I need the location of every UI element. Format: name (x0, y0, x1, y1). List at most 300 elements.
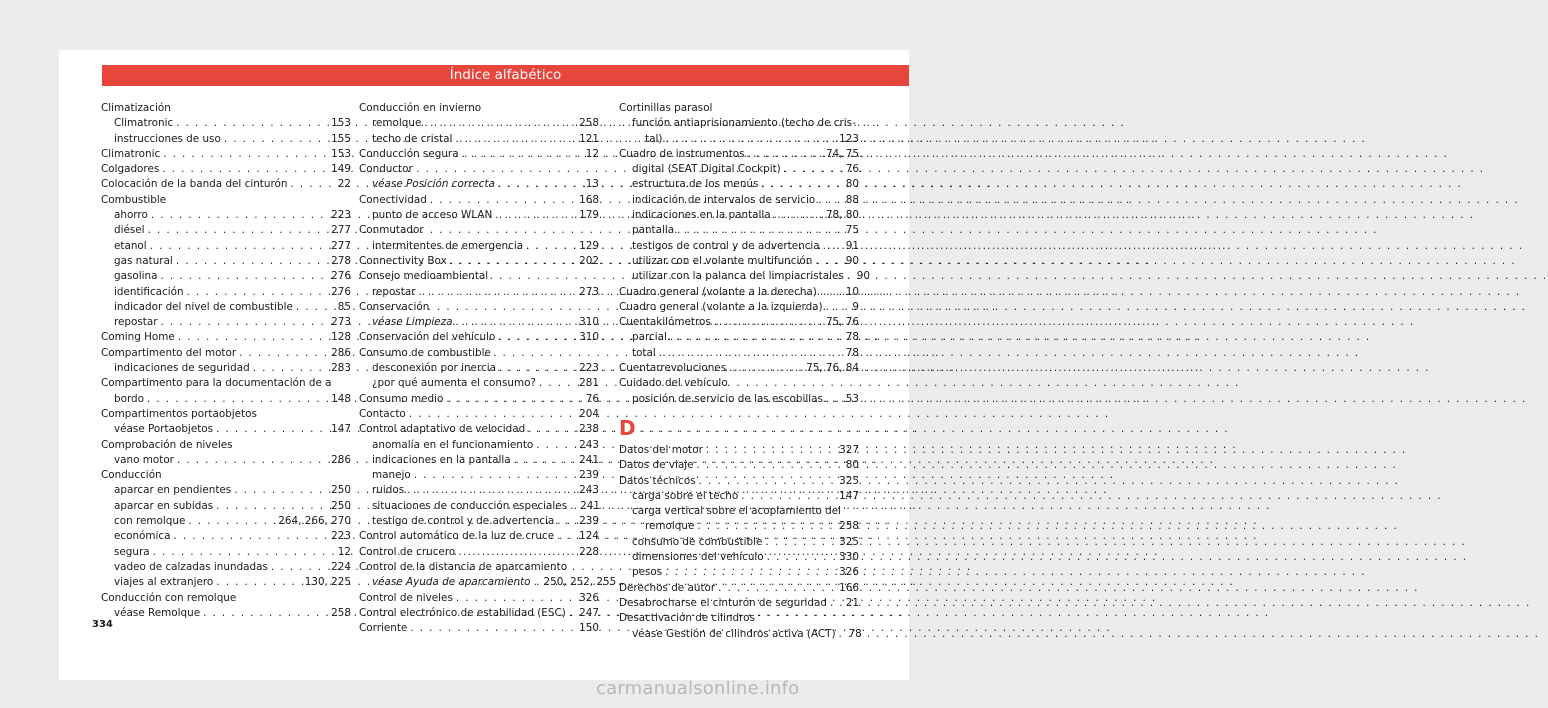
entry-text: Cuentarrevoluciones (619, 362, 727, 375)
leader-dots (234, 483, 327, 498)
index-entry (359, 223, 599, 238)
entry-page: 80 (845, 459, 859, 472)
index-entry (359, 208, 599, 223)
entry-page: 130, 225 (304, 576, 351, 589)
leader-dots (174, 529, 328, 544)
entry-page: 10 (845, 285, 859, 298)
entry-page: 91 (845, 239, 859, 252)
index-entry (619, 300, 859, 315)
index-entry (359, 315, 599, 330)
leader-dots (557, 514, 575, 529)
leader-dots (526, 239, 575, 254)
leader-dots (163, 147, 327, 162)
entry-text: testigos de control y de advertencia (632, 239, 820, 252)
leader-dots (665, 132, 835, 147)
entry-text: consumo de combustible (632, 535, 763, 548)
index-entry (359, 254, 599, 269)
entry-text: véase Gestión de cilindros activa (ACT) (632, 627, 836, 640)
entry-text: Conmutador (359, 224, 424, 237)
entry-page: 273 (331, 316, 351, 329)
entry-page: 286 (331, 346, 351, 359)
index-entry (359, 269, 599, 284)
index-column-2 (359, 101, 617, 636)
leader-dots (670, 330, 842, 345)
entry-text: Conectividad (359, 193, 427, 206)
entry-page: 325 (839, 535, 859, 548)
leader-dots (495, 208, 575, 223)
index-entry (101, 132, 351, 147)
entry-page: 124 (579, 530, 599, 543)
entry-page: 147 (331, 423, 351, 436)
leader-dots (414, 468, 575, 483)
entry-page: 85 (337, 300, 351, 313)
leader-dots (761, 177, 841, 192)
entry-page: 286 (331, 453, 351, 466)
leader-dots (456, 315, 576, 330)
leader-dots (699, 474, 836, 489)
entry-text: Control de crucero (359, 545, 456, 558)
leader-dots (499, 361, 575, 376)
entry-text: Control automático de la luz de cruce (359, 530, 555, 543)
entry-page: 78 (845, 331, 859, 344)
index-entry (359, 621, 599, 636)
leader-dots (714, 315, 822, 330)
entry-page: 310 (579, 316, 599, 329)
entry-text: anomalía en el funcionamiento (372, 438, 534, 451)
leader-dots (430, 193, 575, 208)
entry-page: 250, 252, 255 (543, 576, 617, 589)
index-entry (619, 208, 859, 223)
entry-text: gas natural (114, 254, 173, 267)
leader-dots (498, 330, 575, 345)
index-entry (101, 560, 351, 575)
watermark: carmanualsonline.info (596, 678, 800, 699)
index-entry (619, 611, 859, 626)
leader-dots (161, 315, 328, 330)
index-entry (359, 529, 599, 544)
leader-dots (216, 499, 327, 514)
index-entry (359, 438, 599, 453)
index-entry (101, 483, 351, 498)
index-entry (359, 193, 599, 208)
entry-text: Conductor (359, 163, 413, 176)
entry-page: 153 (331, 147, 351, 160)
entry-page: 258 (331, 606, 351, 619)
entry-page: 243 (579, 438, 599, 451)
index-entry (101, 116, 351, 131)
entry-text: estructura de los menús (632, 178, 759, 191)
entry-text: pantalla (632, 224, 675, 237)
leader-dots (450, 254, 575, 269)
leader-dots (203, 606, 327, 621)
entry-text: ahorro (114, 209, 148, 222)
entry-page: 281 (579, 377, 599, 390)
entry-text: ruidos (372, 484, 405, 497)
leader-dots (659, 346, 842, 361)
entry-text: Compartimentos portaobjetos (101, 407, 257, 420)
entry-page: 276 (331, 285, 351, 298)
entry-text: desconexión por inercia (372, 362, 496, 375)
index-entry (101, 591, 351, 606)
leader-dots (741, 489, 835, 504)
entry-page: 258 (579, 117, 599, 130)
index-entry (359, 147, 599, 162)
entry-page: 204 (579, 407, 599, 420)
index-entry (101, 300, 351, 315)
entry-page: 76 (585, 392, 599, 405)
entry-text: Contacto (359, 407, 406, 420)
leader-dots (160, 269, 327, 284)
entry-page: 241 (580, 499, 600, 512)
entry-text: Cuentakilómetros (619, 316, 711, 329)
leader-dots (462, 147, 582, 162)
leader-dots (216, 575, 300, 590)
index-entry (619, 489, 859, 504)
entry-page: 88 (845, 193, 859, 206)
leader-dots (153, 545, 334, 560)
entry-page: 148 (331, 392, 351, 405)
leader-dots (820, 285, 842, 300)
index-entry (359, 606, 599, 621)
leader-dots (729, 361, 802, 376)
leader-dots (847, 269, 853, 284)
index-entry (101, 208, 351, 223)
index-entry (619, 193, 859, 208)
leader-dots (216, 422, 327, 437)
leader-dots (818, 193, 842, 208)
entry-text: total (632, 346, 656, 359)
index-entry (101, 330, 351, 345)
entry-text: Conservación (359, 300, 430, 313)
index-entry (359, 239, 599, 254)
index-entry (101, 254, 351, 269)
index-entry (619, 116, 859, 131)
leader-dots (456, 591, 575, 606)
entry-page: 53 (845, 392, 859, 405)
leader-dots (823, 239, 842, 254)
entry-page: 129 (579, 239, 599, 252)
leader-dots (147, 392, 327, 407)
leader-dots (458, 545, 575, 560)
entry-page: 78 (848, 627, 862, 640)
index-entry (359, 177, 599, 192)
index-entry (101, 575, 351, 590)
entry-page: 78 (845, 346, 859, 359)
index-entry (619, 392, 859, 407)
leader-dots (178, 330, 327, 345)
entry-page: 76 (845, 163, 859, 176)
index-entry (359, 499, 599, 514)
entry-page: 224 (331, 560, 351, 573)
entry-text: manejo (372, 469, 411, 482)
entry-text: carga sobre el techo (632, 489, 739, 502)
index-column-3 (619, 101, 870, 642)
leader-dots (409, 407, 575, 422)
index-entry (619, 269, 870, 284)
index-entry (619, 239, 859, 254)
index-entry (101, 269, 351, 284)
entry-text: Compartimento del motor (101, 346, 237, 359)
leader-dots (830, 596, 842, 611)
entry-page: 250 (331, 499, 351, 512)
entry-page: 80 (845, 178, 859, 191)
entry-page: 75, 76, 84 (806, 362, 859, 375)
entry-text: digital (SEAT Digital Cockpit) (632, 163, 781, 176)
leader-dots (188, 514, 274, 529)
entry-text: Consumo de combustible (359, 346, 491, 359)
index-entry (101, 468, 351, 483)
entry-page: 128 (331, 331, 351, 344)
entry-text: Desactivación de cilindros (619, 612, 755, 625)
entry-page: 12 (585, 147, 599, 160)
leader-dots (253, 361, 327, 376)
entry-text: bordo (114, 392, 144, 405)
leader-dots (697, 458, 842, 473)
leader-dots (570, 499, 576, 514)
entry-page: 277 (331, 224, 351, 237)
entry-text: Colgadores (101, 163, 160, 176)
entry-text: testigo de control y de advertencia (372, 515, 555, 528)
leader-dots (151, 208, 327, 223)
entry-page: 75, 76 (825, 316, 859, 329)
entry-page: 153 (331, 117, 351, 130)
index-entry (359, 560, 599, 575)
leader-dots (718, 581, 835, 596)
entry-text: repostar (114, 316, 158, 329)
letter-heading: D (619, 415, 636, 440)
entry-page: 150 (579, 622, 599, 635)
index-entry (619, 443, 859, 458)
entry-page: 243 (579, 484, 599, 497)
entry-page: 123 (839, 132, 859, 145)
entry-text: instrucciones de uso (114, 132, 221, 145)
page-number: 334 (92, 619, 113, 630)
entry-text: Control de la distancia de aparcamiento (359, 560, 568, 573)
entry-text: indicaciones de seguridad (114, 362, 250, 375)
leader-dots (150, 239, 327, 254)
index-entry (619, 581, 859, 596)
index-entry (619, 101, 859, 116)
leader-dots (839, 627, 845, 642)
entry-page: 239 (579, 469, 599, 482)
entry-text: Conducción (101, 469, 162, 482)
index-entry (619, 315, 859, 330)
index-entry (359, 101, 599, 116)
entry-text: tal) (645, 132, 663, 145)
index-entry (101, 514, 351, 529)
index-entry (619, 147, 859, 162)
entry-text: indicador del nivel de combustible (114, 300, 293, 313)
index-entry (359, 453, 599, 468)
leader-dots (224, 132, 327, 147)
index-entry (101, 147, 351, 162)
index-entry (619, 177, 859, 192)
index-entry (101, 529, 351, 544)
entry-page: 121 (579, 132, 599, 145)
entry-page: 223 (331, 209, 351, 222)
leader-dots (767, 550, 835, 565)
entry-page: 228 (579, 545, 599, 558)
index-entry (619, 458, 859, 473)
index-entry (619, 330, 859, 345)
entry-text: Conducción con remolque (101, 591, 237, 604)
entry-page: 278 (331, 254, 351, 267)
index-entry (101, 392, 351, 407)
entry-text: pesos (632, 566, 663, 579)
entry-page: 90 (845, 254, 859, 267)
leader-dots (148, 223, 328, 238)
leader-dots (176, 254, 327, 269)
entry-text: Cuidado del vehículo (619, 377, 728, 390)
index-entry (101, 177, 351, 192)
index-entry (359, 514, 599, 529)
index-entry (101, 606, 351, 621)
index-entry (359, 361, 599, 376)
index-entry (359, 591, 599, 606)
entry-text: punto de acceso WLAN (372, 209, 493, 222)
entry-page: 9 (852, 300, 859, 313)
entry-text: Coming Home (101, 331, 175, 344)
leader-dots (455, 132, 575, 147)
index-entry (619, 535, 859, 550)
entry-text: Climatización (101, 102, 171, 114)
entry-page: 168 (579, 193, 599, 206)
entry-text: función antiaprisionamiento (techo de cris- (632, 117, 856, 130)
index-entry (619, 565, 859, 580)
entry-text: véase Portaobjetos (114, 423, 214, 436)
entry-text: Cuadro general (volante a la izquierda) (619, 300, 823, 313)
entry-text: Conducción segura (359, 147, 459, 160)
entry-text: con remolque (114, 515, 186, 528)
index-entry (101, 239, 351, 254)
leader-dots (765, 535, 835, 550)
entry-text: Comprobación de niveles (101, 438, 233, 451)
leader-dots (677, 223, 842, 238)
leader-dots (410, 621, 575, 636)
index-entry (359, 285, 599, 300)
entry-page: 202 (579, 254, 599, 267)
index-entry (359, 132, 599, 147)
entry-page: 239 (579, 515, 599, 528)
leader-dots (774, 208, 822, 223)
entry-text: indicación de intervalos de servicio (632, 193, 816, 206)
entry-page: 147 (839, 489, 859, 502)
entry-text: Combustible (101, 193, 167, 206)
entry-page: 12 (337, 545, 351, 558)
index-entry (619, 376, 859, 391)
entry-text: carga vertical sobre el acoplamiento del (632, 505, 842, 518)
leader-dots (271, 560, 327, 575)
index-entry (619, 132, 859, 147)
index-entry (101, 545, 351, 560)
index-entry (101, 453, 351, 468)
entry-text: intermitentes de emergencia (372, 239, 524, 252)
index-entry (101, 361, 351, 376)
index-entry (619, 254, 859, 269)
index-page (59, 50, 909, 680)
index-entry (619, 346, 859, 361)
entry-text: utilizar con la palanca del limpiacristales (632, 270, 844, 283)
index-entry (619, 162, 859, 177)
entry-text: Derechos de autor (619, 581, 716, 594)
leader-dots (419, 285, 576, 300)
entry-text: utilizar con el volante multifunción (632, 254, 813, 267)
entry-page: 273 (579, 285, 599, 298)
entry-page: 90 (856, 270, 870, 283)
index-entry (619, 627, 862, 642)
entry-page: 21 (845, 596, 859, 609)
index-entry (359, 575, 617, 590)
entry-text: situaciones de conducción especiales (372, 499, 568, 512)
entry-page: 327 (839, 443, 859, 456)
index-entry (101, 499, 351, 514)
leader-dots (177, 453, 327, 468)
entry-text: Conducción en invierno (359, 102, 482, 114)
entry-page: 276 (331, 270, 351, 283)
index-entry (619, 361, 859, 376)
entry-text: Cuadro de instrumentos (619, 147, 745, 160)
index-entry (101, 162, 351, 177)
entry-text: Colocación de la banda del cinturón (101, 178, 288, 191)
leader-dots (176, 116, 327, 131)
leader-dots (498, 177, 582, 192)
leader-dots (784, 162, 842, 177)
index-entry (619, 550, 859, 565)
index-entry (101, 407, 351, 422)
index-column-1 (101, 101, 351, 621)
entry-page: 325 (839, 474, 859, 487)
index-entry (359, 468, 599, 483)
index-entry (359, 162, 599, 177)
leader-dots (815, 254, 841, 269)
leader-dots (514, 453, 576, 468)
index-entry (359, 330, 599, 345)
leader-dots (290, 177, 333, 192)
entry-page: 277 (331, 239, 351, 252)
entry-text: aparcar en pendientes (114, 484, 232, 497)
entry-text: Desabrocharse el cinturón de seguridad (619, 596, 827, 609)
index-entry (359, 300, 599, 315)
entry-text: Control electrónico de estabilidad (ESC) (359, 606, 566, 619)
entry-page: 22 (337, 178, 351, 191)
leader-dots (697, 519, 835, 534)
entry-text: Corriente (359, 622, 408, 635)
index-entry (359, 483, 599, 498)
entry-text: Datos técnicos (619, 474, 696, 487)
entry-text: Consumo medio (359, 392, 444, 405)
leader-dots (162, 162, 327, 177)
entry-page: 166 (839, 581, 859, 594)
leader-dots (665, 565, 835, 580)
leader-dots (536, 438, 575, 453)
entry-page: 326 (579, 591, 599, 604)
leader-dots (826, 392, 842, 407)
index-entry (359, 407, 599, 422)
entry-text: Climatronic (114, 117, 174, 130)
index-entry (101, 223, 351, 238)
entry-text: viajes al extranjero (114, 576, 214, 589)
entry-text: gasolina (114, 270, 158, 283)
entry-text: véase Limpieza (372, 316, 453, 329)
index-entry (619, 596, 859, 611)
entry-text: parcial (632, 331, 667, 344)
entry-text: etanol (114, 239, 147, 252)
leader-dots (826, 300, 849, 315)
leader-dots (557, 529, 575, 544)
entry-page: 238 (579, 423, 599, 436)
leader-dots (539, 376, 575, 391)
entry-text: identificación (114, 285, 184, 298)
